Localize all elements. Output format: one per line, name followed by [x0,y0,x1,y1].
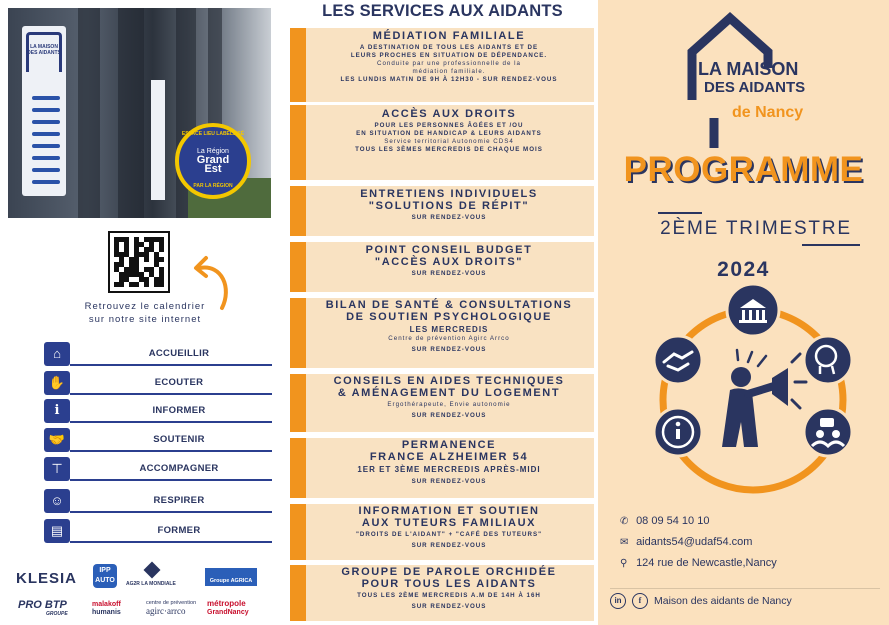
service-detail-line: Ergothérapeute, Envie autonomie [387,401,511,408]
region-label-badge [175,123,251,199]
house-heart-icon: ⌂ [44,342,70,366]
service-accent-bar [290,565,306,621]
qr-caption [40,300,250,326]
service-detail-line: SUR RENDEZ-VOUS [411,346,487,353]
qr-caption-line1: Retrouvez le calendrier [84,301,206,312]
phone-contact[interactable] [620,515,709,527]
service-detail-line: SUR RENDEZ-VOUS [411,478,487,485]
service-detail-line: TOUS LES 3ÈMES MERCREDIS DE CHAQUE MOIS [355,146,543,153]
handshake-icon: 🤝 [44,428,70,452]
right-panel [598,0,889,625]
service-detail-line: SUR RENDEZ-VOUS [411,542,487,549]
service-card [290,28,594,102]
service-detail-line: SUR RENDEZ-VOUS [411,412,487,419]
service-body [308,28,590,84]
service-accent-bar [290,242,306,292]
badge-top-text: ESPACE LIEU LABELLISÉ [181,131,245,137]
service-title: MÉDIATION FAMILIALE [372,30,526,42]
building-sign [22,26,66,196]
logo-text-line2: DES AIDANTS [704,79,806,96]
service-body [308,565,590,611]
metropole-logo [207,599,249,617]
programme-title: PROGRAMME [623,150,864,189]
brain-head-icon [804,336,852,384]
probtp-logo-top: PRO BTP [18,599,67,611]
service-title: BILAN DE SANTÉ & CONSULTATIONS [325,299,573,311]
mail-icon: ✉ [620,537,629,548]
megaphone-person-icon [722,350,806,447]
service-body [308,105,590,154]
service-accent-bar [290,374,306,432]
action-respirer [44,489,272,513]
service-title: PERMANENCE [401,439,497,451]
service-card [290,186,594,236]
ag2r-mark [144,562,161,579]
service-card [290,438,594,498]
badge-bottom-text: PAR LA RÉGION [193,183,233,189]
agirc-logo-top: centre de prévention [146,600,197,606]
service-detail-line: Centre de prévention Agirc Arrco [388,335,510,342]
presentation-icon: ▤ [44,519,70,543]
service-detail-line: LES MERCREDIS [409,325,489,334]
agirc-logo [146,599,196,615]
year-label: 2024 [717,258,770,281]
badge-brand-small: La Région [197,148,229,155]
service-detail-line: SUR RENDEZ-VOUS [411,214,487,221]
service-card [290,242,594,292]
service-detail-line: SUR RENDEZ-VOUS [411,603,487,610]
address-contact [620,557,777,569]
action-accueillir [44,342,272,366]
service-card [290,565,594,621]
probtp-logo [18,599,68,617]
badge-brand-big: Grand Est [196,154,230,175]
service-detail-line: Conduite par une professionnelle de la [377,60,521,67]
social-label[interactable]: Maison des aidants de Nancy [654,595,792,607]
service-accent-bar [290,105,306,180]
trimestre-label: 2ÈME TRIMESTRE [660,218,852,239]
service-detail-line: TOUS LES 2ÈME MERCREDIS A.M DE 14H À 16H [357,592,541,599]
agrica-logo: Groupe AGRICA [205,568,257,586]
service-subtitle: "SOLUTIONS DE RÉPIT" [368,200,530,212]
klesia-logo: KLESIA [16,570,78,587]
ag2r-logo: AG2R LA MONDIALE [126,581,176,587]
service-accent-bar [290,504,306,560]
address-text: 124 rue de Newcastle,Nancy [636,557,777,569]
head-breath-icon: ☺ [44,489,70,513]
service-body [308,298,590,354]
logo-text-line3: de Nancy [732,104,804,121]
service-detail-line: LES LUNDIS MATIN DE 9H À 12H30 - SUR RENDEZ-VOUS [340,76,558,83]
malakoff-logo-top: malakoff [92,601,121,608]
email-address: aidants54@udaf54.com [636,536,753,548]
service-subtitle: "ACCÈS AUX DROITS" [374,256,524,268]
action-former [44,519,272,543]
action-label: SOUTENIR [153,434,205,445]
qr-code[interactable] [108,231,170,293]
agirc-logo-bottom: agirc·arrco [146,606,186,616]
service-subtitle: FRANCE ALZHEIMER 54 [369,451,529,463]
action-label: ACCOMPAGNER [139,463,219,474]
phone-icon: ✆ [620,516,629,527]
service-subtitle: & AMÉNAGEMENT DU LOGEMENT [337,387,561,399]
action-soutenir [44,428,272,452]
logo-text-line1: LA MAISON [698,59,799,79]
action-label: RESPIRER [153,495,205,506]
malakoff-logo-bottom: humanis [92,609,121,616]
action-label: INFORMER [152,405,206,416]
service-body [308,186,590,222]
services-title: LES SERVICES AUX AIDANTS [322,2,563,20]
metropole-logo-top: métropole [207,599,246,608]
service-detail-line: 1ER ET 3ÈME MERCREDIS APRÈS-MIDI [357,465,541,474]
service-accent-bar [290,186,306,236]
chat-people-icon [804,408,852,456]
info-icon [654,408,702,456]
location-pin-icon: ⚲ [620,558,628,569]
service-title: CONSEILS EN AIDES TECHNIQUES [333,375,565,387]
service-card [290,374,594,432]
service-title: INFORMATION ET SOUTIEN [358,505,540,517]
bank-icon [727,284,779,336]
service-detail-line: "DROITS DE L'AIDANT" + "CAFÉ DES TUTEURS" [355,531,543,538]
probtp-logo-bottom: GROUPE [46,611,68,617]
service-detail-line: Service territorial Autonomie CDS4 [384,138,514,145]
service-card [290,105,594,180]
malakoff-logo [92,601,121,617]
email-contact[interactable] [620,536,752,548]
signpost-icon: ⊤ [44,457,70,481]
service-subtitle: AUX TUTEURS FAMILIAUX [361,517,537,529]
service-detail-line: EN SITUATION DE HANDICAP & LEURS AIDANTS [356,130,542,137]
service-body [308,374,590,420]
action-label: ECOUTER [154,377,204,388]
service-title: ENTRETIENS INDIVIDUELS [360,188,538,200]
service-detail-line: médiation familiale. [412,68,486,75]
service-body [308,438,590,486]
handshake-icon [654,336,702,384]
service-detail-line: LEURS PROCHES EN SITUATION DE DÉPENDANCE. [350,52,548,59]
action-label: FORMER [157,525,201,536]
ipp-logo-bottom: AUTO [95,577,115,584]
linkedin-icon[interactable]: in [610,593,626,609]
building-sign-text: LA MAISON DES AIDANTS [27,44,61,56]
service-card [290,504,594,560]
metropole-logo-bottom: GrandNancy [207,609,249,616]
action-accompagner [44,457,272,481]
service-card [290,298,594,368]
service-detail-line: SUR RENDEZ-VOUS [411,270,487,277]
service-body [308,504,590,550]
partner-logos [10,564,280,622]
service-detail-line: A DESTINATION DE TOUS LES AIDANTS ET DE [359,44,539,51]
social-row [610,588,880,610]
action-label: ACCUEILLIR [148,348,210,359]
service-accent-bar [290,438,306,498]
ipp-logo [93,564,117,588]
middle-panel [288,0,597,625]
service-detail-line: POUR LES PERSONNES ÂGÉES ET /OU [374,122,524,129]
qr-caption-line2: sur notre site internet [88,314,202,325]
action-informer [44,399,272,423]
service-subtitle: DE SOUTIEN PSYCHOLOGIQUE [346,311,552,323]
services-circle-illustration [648,282,858,512]
service-accent-bar [290,298,306,368]
service-subtitle: POUR TOUS LES AIDANTS [361,578,537,590]
info-icon: i [44,399,70,423]
left-panel [0,0,287,625]
qr-pattern [114,237,164,287]
service-title: POINT CONSEIL BUDGET [365,244,533,256]
hand-heart-icon: ✋ [44,371,70,395]
service-accent-bar [290,28,306,102]
service-title: GROUPE DE PAROLE ORCHIDÉE [341,566,557,578]
phone-number: 08 09 54 10 10 [636,515,710,527]
service-body [308,242,590,278]
facebook-icon[interactable]: f [632,593,648,609]
service-title: ACCÈS AUX DROITS [381,108,517,120]
ipp-logo-top: IPP [99,567,111,574]
action-ecouter [44,371,272,395]
